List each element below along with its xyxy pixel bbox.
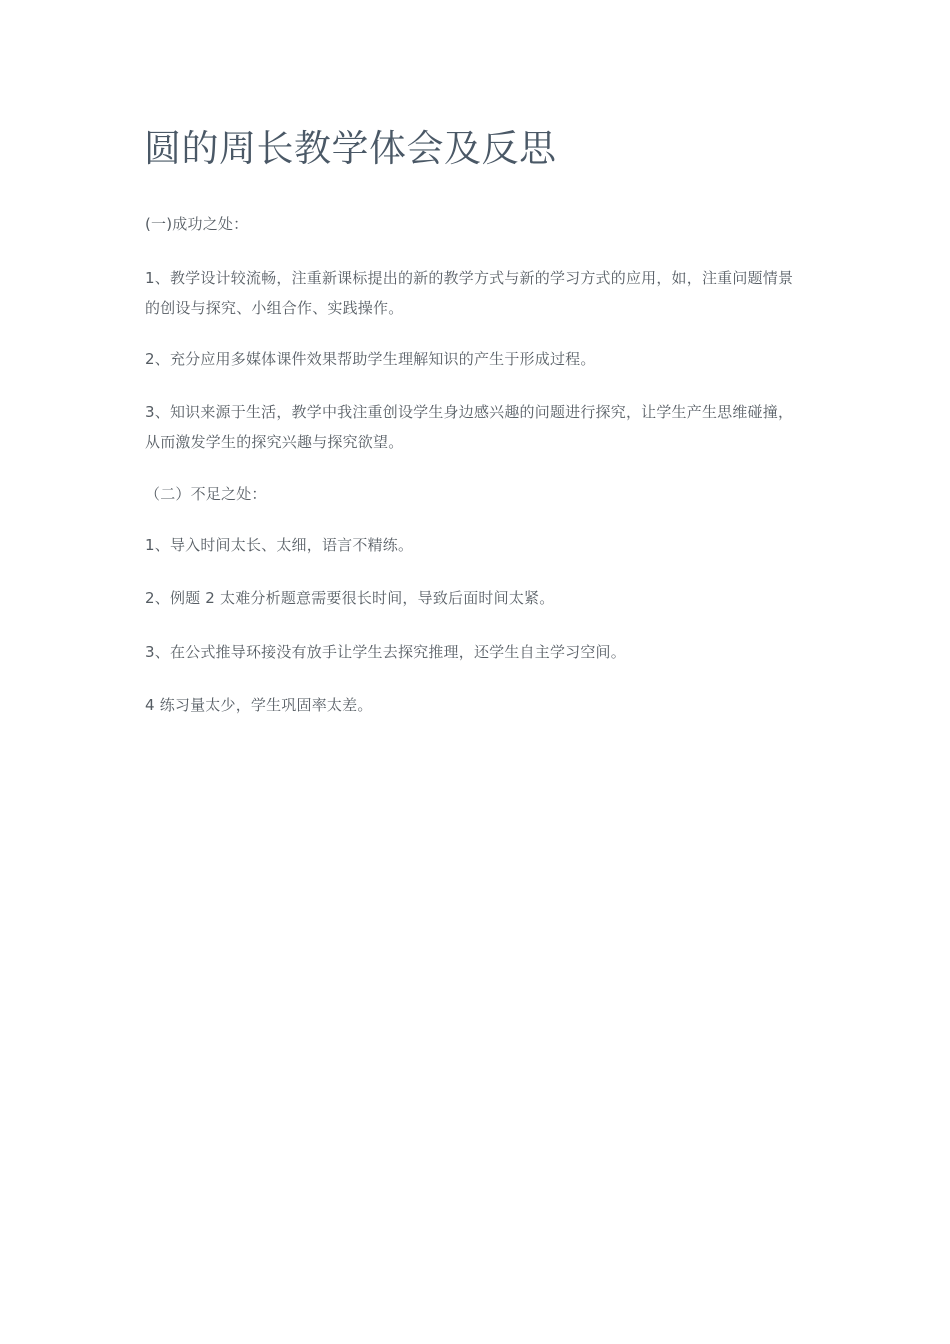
paragraph-shortcoming-3: 3、在公式推导环接没有放手让学生去探究推理，还学生自主学习空间。 <box>145 643 626 661</box>
paragraph-success-1: 1、教学设计较流畅，注重新课标提出的新的教学方式与新的学习方式的应用，如，注重问题情景的创设与探究、小组合作、实践操作。 <box>145 269 794 317</box>
paragraph-shortcoming-4: 4 练习量太少，学生巩固率太差。 <box>145 696 373 714</box>
paragraph-shortcoming-1: 1、导入时间太长、太细，语言不精练。 <box>145 536 414 554</box>
section-heading-shortcomings: （二）不足之处： <box>145 485 267 503</box>
paragraph-success-3: 3、知识来源于生活，教学中我注重创设学生身边感兴趣的问题进行探究，让学生产生思维碰撞，从而激发学生的探究兴趣与探究欲望。 <box>145 403 794 451</box>
paragraph-success-2: 2、充分应用多媒体课件效果帮助学生理解知识的产生于形成过程。 <box>145 350 596 368</box>
paragraph-shortcoming-2: 2、例题 2 太难分析题意需要很长时间，导致后面时间太紧。 <box>145 589 555 607</box>
section-heading-successes: (一)成功之处： <box>145 215 249 233</box>
document-title: 圆的周长教学体会及反思 <box>144 127 557 170</box>
